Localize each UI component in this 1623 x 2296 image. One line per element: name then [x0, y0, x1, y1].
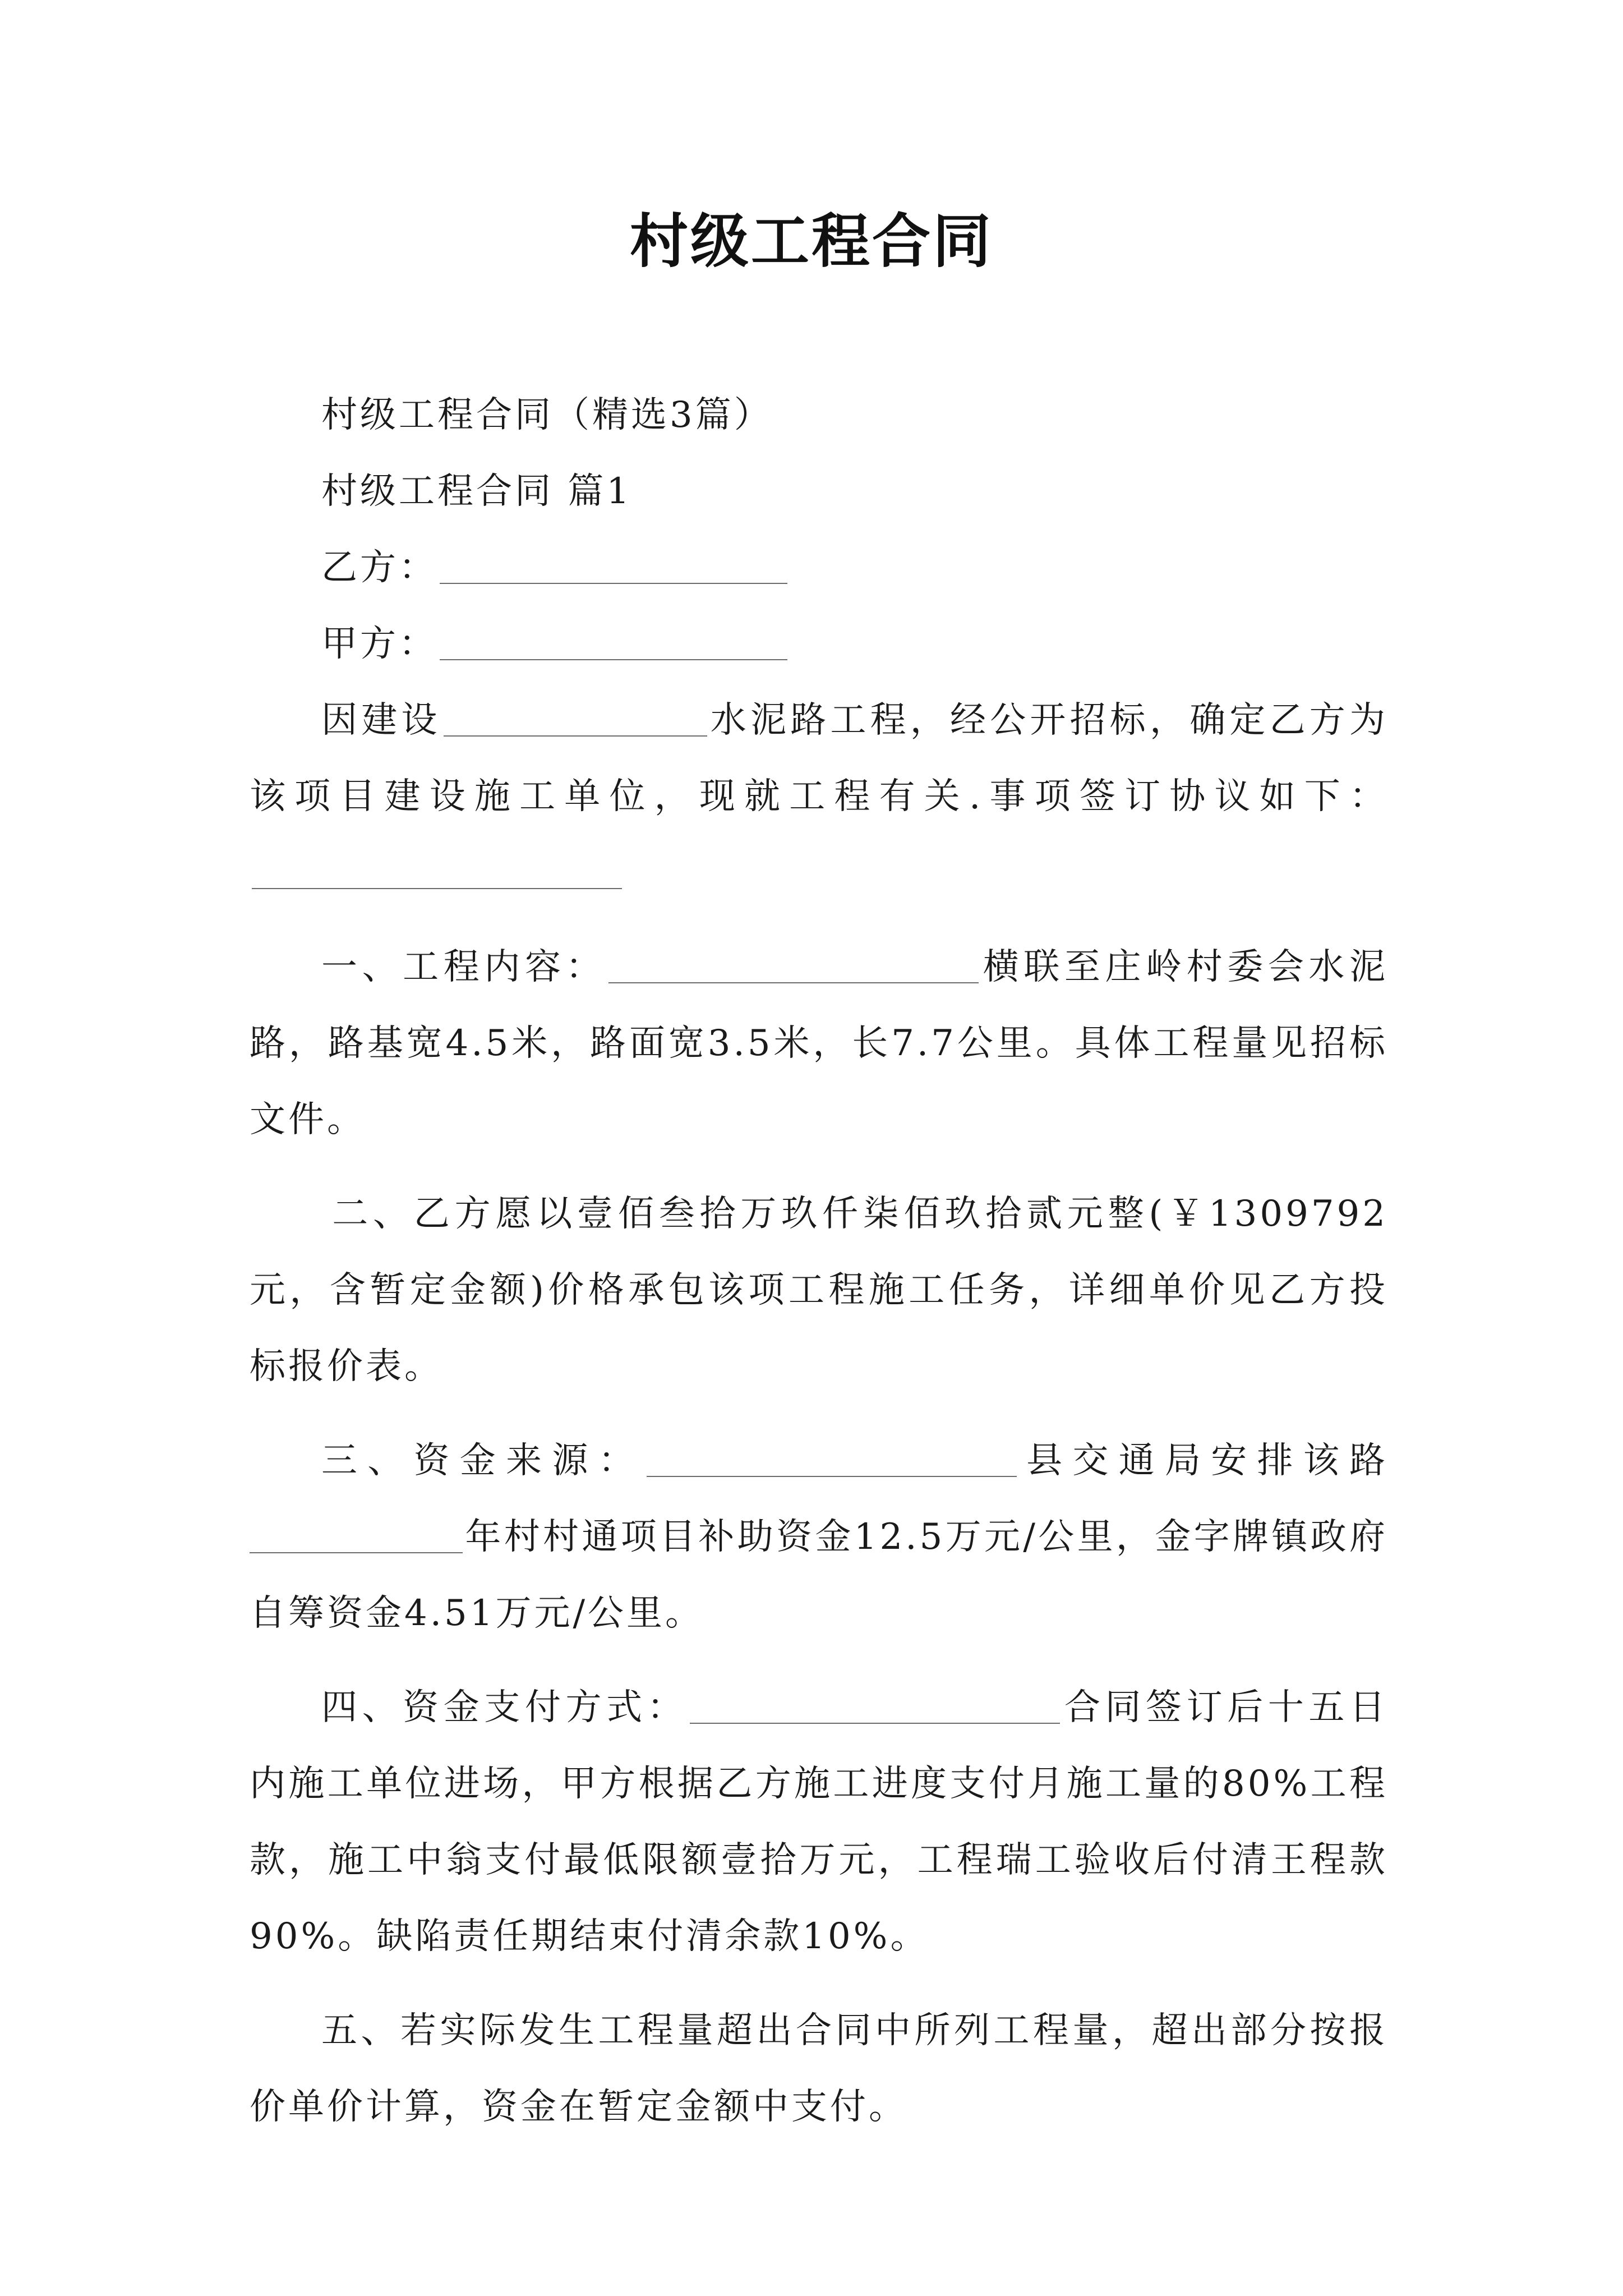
- item-3-paragraph: [250, 1423, 1388, 1651]
- item-3-middle: 县交通局安排该路: [1018, 1440, 1389, 1481]
- item-3-blank-2: [250, 1516, 463, 1553]
- party-b-label: 乙方：: [321, 547, 437, 588]
- item-3-blank-1: [647, 1440, 1017, 1477]
- item-5-paragraph: [250, 1993, 1388, 2145]
- item-4-suffix: 合同签订后十五日内施工单位进场，甲方根据乙方施工进度支付月施工量的80%工程款，施工中翁支付最低限额壹拾万元，工程瑞工验收后付清王程款90%。缺陷责任期结束付清余款10%。: [250, 1687, 1389, 1957]
- item-1-paragraph: [250, 929, 1388, 1158]
- item-3-suffix: 年村村通项目补助资金12.5万元/公里，金字牌镇政府自筹资金4.51万元/公里。: [250, 1516, 1388, 1634]
- intro-paragraph: [250, 682, 1388, 911]
- item-4-blank: [690, 1687, 1060, 1724]
- party-b-blank: [440, 547, 787, 584]
- subtitle-line: [250, 377, 1388, 453]
- item-1-suffix: 横联至庄岭村委会水泥路，路基宽4.5米，路面宽3.5米，长7.7公里。具体工程量见招标文件。: [250, 946, 1389, 1140]
- subtitle-text: 村级工程合同（精选3篇）: [321, 394, 773, 436]
- intro-suffix: 水泥路工程，经公开招标，确定乙方为该项目建设施工单位，现就工程有关.事项签订协议如下：: [250, 700, 1389, 817]
- item-1-blank: [608, 946, 979, 983]
- document-title: 村级工程合同: [629, 207, 993, 275]
- intro-end-blank: [252, 852, 622, 889]
- section-heading: [250, 453, 1388, 530]
- item-2-paragraph: [250, 1176, 1388, 1405]
- section-heading-text: 村级工程合同 篇1: [321, 471, 633, 512]
- project-name-blank: [444, 700, 707, 737]
- party-a-blank: [440, 623, 787, 660]
- intro-prefix: 因建设: [321, 700, 441, 741]
- party-b-line: [250, 530, 1388, 606]
- item-5-text: 五、若实际发生工程量超出合同中所列工程量，超出部分按报价单价计算，资金在暂定金额中支付。: [250, 2010, 1388, 2128]
- document-body: [250, 377, 1388, 2145]
- item-2-text: 二、乙方愿以壹佰叁拾万玖仟柒佰玖拾贰元整(￥1309792元，含暂定金额)价格承包该项工程施工任务，详细单价见乙方投标报价表。: [250, 1193, 1388, 1387]
- item-3-prefix: 三、资金来源：: [321, 1440, 644, 1481]
- item-1-prefix: 一、工程内容：: [321, 946, 607, 988]
- item-4-prefix: 四、资金支付方式：: [321, 1687, 688, 1728]
- item-4-paragraph: [250, 1669, 1388, 1975]
- party-a-line: [250, 606, 1388, 682]
- party-a-label: 甲方：: [321, 623, 437, 665]
